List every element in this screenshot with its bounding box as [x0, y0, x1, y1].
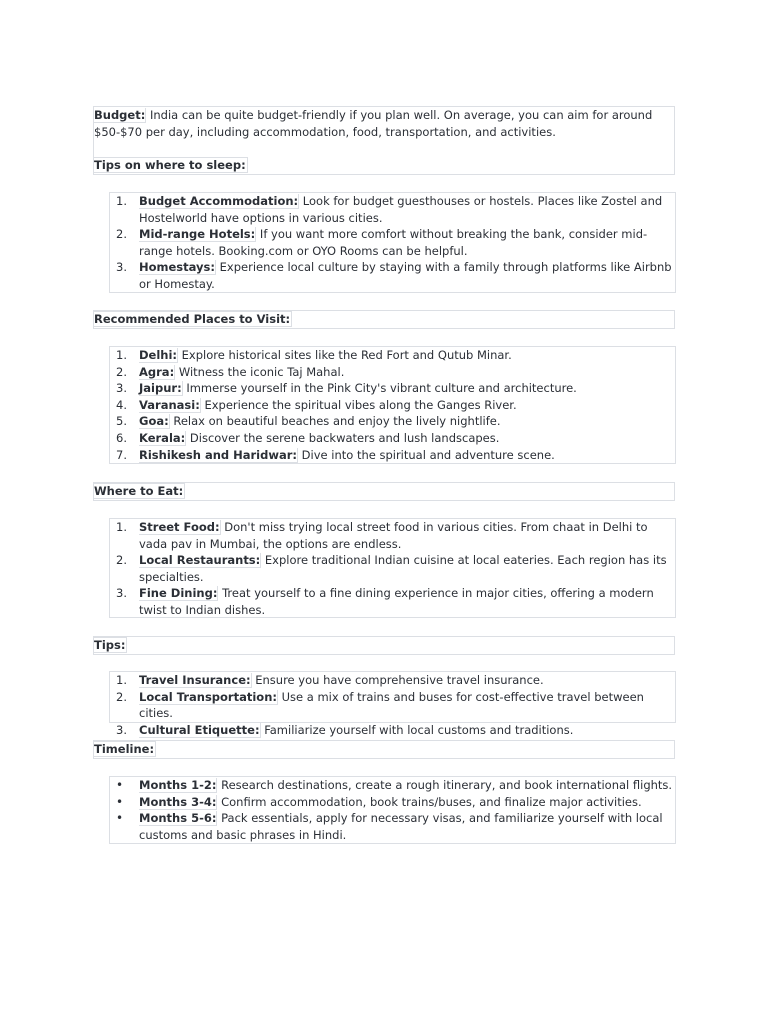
list-item	[110, 810, 675, 843]
list-item	[110, 794, 675, 811]
list-term: Local Transportation:	[139, 689, 277, 704]
sleep-heading-text: Tips on where to sleep:	[94, 158, 246, 173]
list-item	[110, 364, 675, 381]
list-item	[110, 380, 675, 397]
list-text: Relax on beautiful beaches and enjoy the lively nightlife.	[169, 414, 501, 429]
list-number: 2.	[116, 553, 127, 568]
list-number: 2.	[116, 689, 127, 704]
sleep-list-box	[109, 192, 676, 293]
list-item	[110, 585, 675, 618]
list-text: Treat yourself to a fine dining experience in major cities, offering a modern twist to Indian dishes.	[139, 586, 654, 617]
list-term: Kerala:	[139, 430, 186, 445]
budget-label: Budget:	[94, 108, 146, 122]
list-number: 3.	[116, 722, 127, 737]
sleep-heading	[94, 157, 674, 174]
list-term: Months 5-6:	[139, 811, 217, 826]
tips-heading	[94, 637, 674, 654]
list-text: Immerse yourself in the Pink City's vibrant culture and architecture.	[182, 381, 577, 396]
list-item	[110, 722, 675, 739]
list-term: Goa:	[139, 414, 169, 429]
list-text: Experience local culture by staying with a family through platforms like Airbnb or Homestay.	[139, 260, 672, 291]
list-number: 7.	[116, 447, 127, 462]
list-item	[110, 347, 675, 364]
list-text: Confirm accommodation, book trains/buses, and finalize major activities.	[217, 794, 642, 809]
eat-heading-text: Where to Eat:	[94, 484, 184, 498]
list-item	[110, 226, 675, 259]
budget-text: India can be quite budget-friendly if you plan well. On average, you can aim for around $50-$70 per day, including accommodation, food, transportation, and activities.	[94, 108, 653, 139]
list-text: Use a mix of trains and buses for cost-effective travel between cities.	[139, 689, 644, 721]
tips-list	[110, 672, 675, 738]
list-term: Delhi:	[139, 348, 178, 362]
list-item	[110, 397, 675, 414]
budget-paragraph	[94, 107, 674, 140]
list-number: 4.	[116, 397, 127, 412]
eat-heading	[94, 483, 674, 500]
places-heading	[94, 311, 674, 328]
sleep-list	[110, 193, 675, 293]
list-text: Experience the spiritual vibes along the Ganges River.	[200, 397, 517, 412]
bullet-icon: •	[116, 811, 124, 826]
list-text: Pack essentials, apply for necessary visas, and familiarize yourself with local customs and basic phrases in Hindi.	[139, 811, 663, 842]
list-item	[110, 447, 675, 464]
eat-heading-box	[93, 482, 675, 501]
list-number: 1.	[116, 348, 127, 362]
list-term: Agra:	[139, 364, 175, 379]
list-number: 2.	[116, 227, 127, 242]
list-text: Look for budget guesthouses or hostels. Places like Zostel and Hostelworld have options in various cities.	[139, 194, 663, 225]
list-text: Discover the serene backwaters and lush landscapes.	[186, 430, 500, 445]
list-number: 3.	[116, 260, 127, 275]
places-list-box	[109, 346, 676, 464]
list-text: Familiarize yourself with local customs and traditions.	[260, 722, 574, 737]
eat-list-box	[109, 518, 676, 618]
list-item	[110, 413, 675, 430]
list-text: If you want more comfort without breaking the bank, consider mid-range hotels. Booking.com or OYO Rooms can be helpful.	[139, 227, 648, 258]
list-number: 1.	[116, 520, 127, 534]
list-number: 1.	[116, 194, 127, 208]
list-item	[110, 193, 675, 226]
list-number: 5.	[116, 414, 127, 429]
timeline-heading-box	[93, 740, 675, 759]
places-list	[110, 347, 675, 463]
list-number: 6.	[116, 430, 127, 445]
list-text: Dive into the spiritual and adventure scene.	[298, 447, 555, 462]
list-term: Rishikesh and Haridwar:	[139, 447, 298, 462]
list-item	[110, 519, 675, 552]
list-number: 1.	[116, 673, 127, 687]
timeline-heading-text: Timeline:	[94, 742, 155, 756]
eat-list	[110, 519, 675, 619]
list-text: Don't miss trying local street food in various cities. From chaat in Delhi to vada pav in Mumbai, the options are endless.	[139, 520, 648, 551]
list-term: Travel Insurance:	[139, 673, 251, 687]
timeline-list-box	[109, 776, 676, 844]
list-text: Explore historical sites like the Red Fort and Qutub Minar.	[178, 348, 512, 362]
list-item	[110, 689, 675, 722]
list-item	[110, 430, 675, 447]
places-heading-box	[93, 310, 675, 329]
list-text: Research destinations, create a rough itinerary, and book international flights.	[217, 778, 673, 792]
list-number: 3.	[116, 586, 127, 601]
list-text: Witness the iconic Taj Mahal.	[175, 364, 345, 379]
list-term: Street Food:	[139, 520, 220, 534]
list-text: Explore traditional Indian cuisine at local eateries. Each region has its specialties.	[139, 553, 667, 584]
list-term: Months 1-2:	[139, 778, 217, 792]
list-term: Months 3-4:	[139, 794, 217, 809]
list-term: Budget Accommodation:	[139, 194, 299, 208]
list-term: Jaipur:	[139, 381, 182, 396]
list-number: 3.	[116, 381, 127, 396]
list-term: Local Restaurants:	[139, 553, 261, 568]
list-term: Cultural Etiquette:	[139, 722, 260, 737]
list-item	[110, 552, 675, 585]
budget-section	[93, 106, 675, 175]
tips-list-box	[109, 671, 676, 737]
list-number: 2.	[116, 364, 127, 379]
list-term: Mid-range Hotels:	[139, 227, 256, 242]
list-term: Varanasi:	[139, 397, 200, 412]
list-item	[110, 672, 675, 689]
timeline-heading	[94, 741, 674, 758]
list-term: Fine Dining:	[139, 586, 218, 601]
list-term: Homestays:	[139, 260, 215, 275]
tips-heading-box	[93, 636, 675, 655]
list-text: Ensure you have comprehensive travel insurance.	[251, 673, 544, 687]
tips-heading-text: Tips:	[94, 638, 126, 652]
list-item	[110, 259, 675, 292]
list-item	[110, 777, 675, 794]
timeline-list	[110, 777, 675, 843]
bullet-icon: •	[116, 778, 124, 792]
bullet-icon: •	[116, 794, 124, 809]
places-heading-text: Recommended Places to Visit:	[94, 312, 291, 326]
